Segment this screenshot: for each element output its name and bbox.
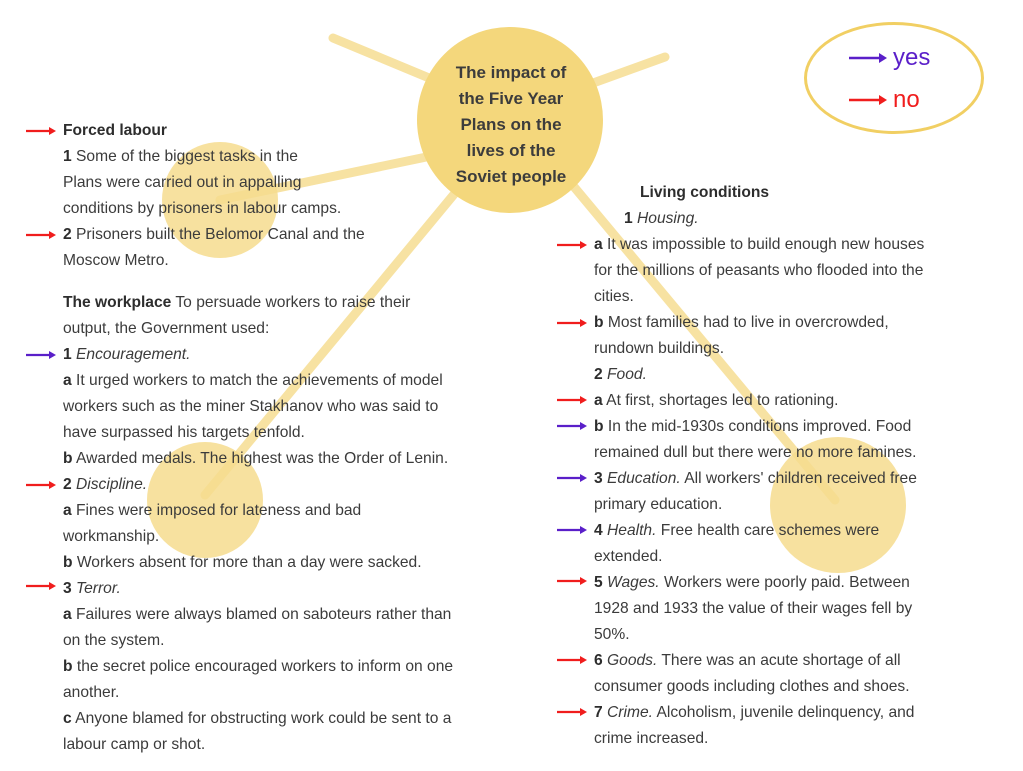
red-arrow-icon: [557, 318, 587, 328]
purple-arrow-icon: [26, 350, 56, 360]
red-arrow-icon: [26, 126, 56, 136]
workplace-section: The workplace To persuade workers to raise their output, the Government used: 1 Encouragement. a It urged workers to match the achievements of model workers such as the miner Stakhanov who was said to have surpassed his targets tenfold. b Awarded medals. The highest was the Order of Lenin. 2 Discipline. a Fines were imposed for lateness and bad workmanship. b Workers absent for more than a day were sacked. 3 Terror. a Failures were always blamed on saboteurs rather than on the system. b the secret police encouraged workers to inform on one another. c Anyone blamed for obstructing work could be sent to a labour camp or shot.: [63, 294, 454, 753]
forced-labour-heading: Forced labour: [63, 122, 167, 139]
legend: yes no: [804, 22, 984, 134]
red-arrow-icon: [26, 581, 56, 591]
purple-arrow-icon: [557, 525, 587, 535]
workplace-heading: The workplace: [63, 294, 172, 311]
living-heading: Living conditions: [640, 184, 770, 201]
hub-title: The impact of the Five Year Plans on the lives of the Soviet people: [455, 63, 567, 186]
purple-arrow-icon: [557, 421, 587, 431]
red-arrow-icon: [557, 395, 587, 405]
red-arrow-icon: [557, 576, 587, 586]
arrow-icon: [849, 53, 887, 63]
red-arrow-icon: [557, 240, 587, 250]
red-arrow-icon: [26, 230, 56, 240]
living-conditions-section: Living conditions 1 Housing. a It was impossible to build enough new houses for the millions of peasants who flooded into the cities. b Most families had to live in overcrowded, rundown buildings. 2 Food. a At first, shortages led to rationing. b In the mid-1930s conditions improved. Food remained dull but there were no more famines. 3 Education. All workers' children received free primary education. 4 Health. Free health care schemes were extended. 5 Wages. Workers were poorly paid. Between 1928 and 1933 the value of their wages fell by 50%. 6 Goods. There was an acute shortage of all consumer goods including clothes and shoes. 7 Crime. Alcoholism, juvenile delinquency, and crime increased.: [594, 184, 925, 747]
purple-arrow-icon: [557, 473, 587, 483]
arrow-icon: [849, 95, 887, 105]
red-arrow-icon: [557, 655, 587, 665]
red-arrow-icon: [557, 707, 587, 717]
red-arrow-icon: [26, 480, 56, 490]
forced-labour-section: Forced labour 1 Some of the biggest tasks in the Plans were carried out in appalling conditions by prisoners in labour camps. 2 Prisoners built the Belomor Canal and the Moscow Metro.: [63, 122, 365, 269]
